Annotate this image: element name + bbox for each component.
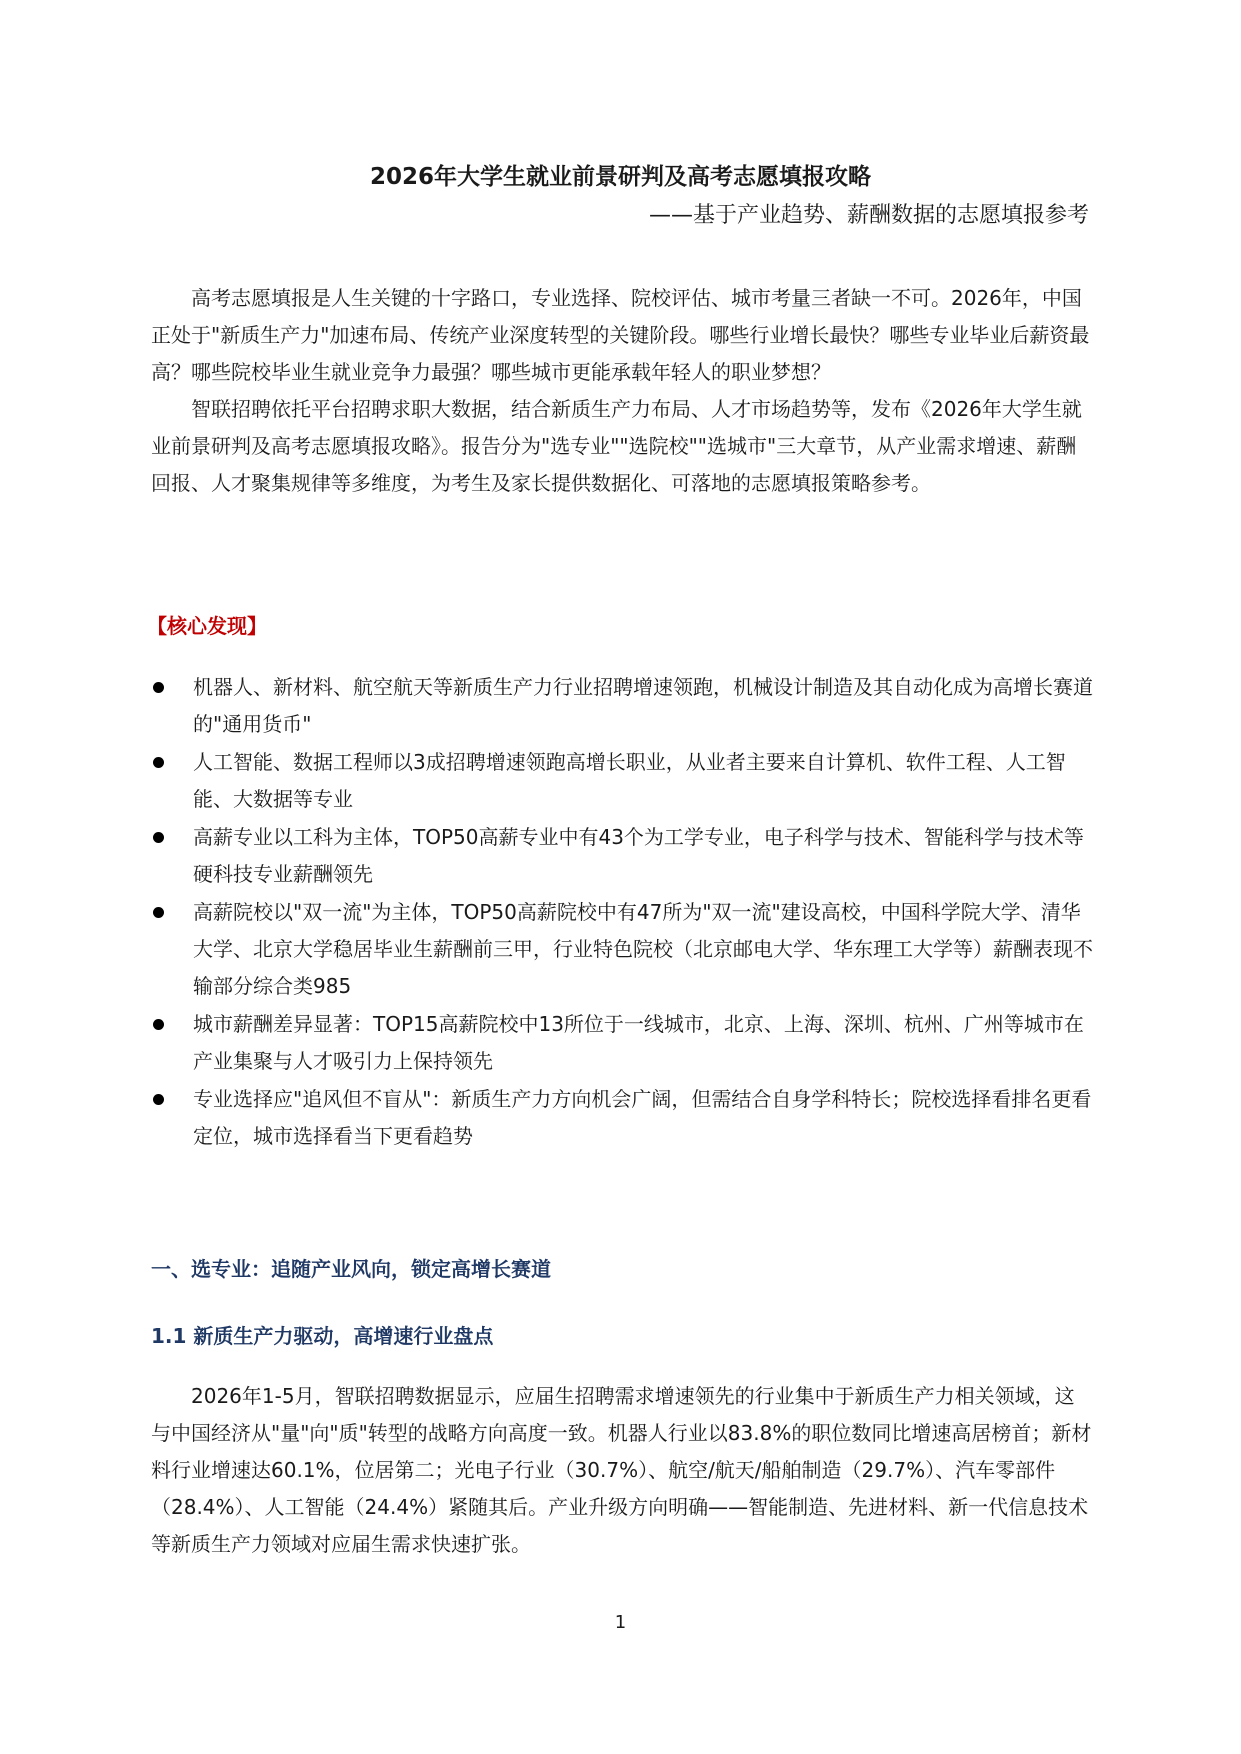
bullet-icon [153, 757, 164, 768]
finding-item [151, 819, 1093, 893]
core-findings-label: 【核心发现】 [147, 614, 267, 638]
bullet-icon [153, 1019, 164, 1030]
finding-text: 高薪院校以"双一流"为主体，TOP50高薪院校中有47所为"双一流"建设高校，中国科学院大学、清华大学、北京大学稳居毕业生薪酬前三甲，行业特色院校（北京邮电大学、华东理工大学等）薪酬表现不输部分综合类985 [193, 900, 1093, 998]
bullet-icon [153, 682, 164, 693]
finding-text: 专业选择应"追风但不盲从"：新质生产力方向机会广阔，但需结合自身学科特长；院校选择看排名更看定位，城市选择看当下更看趋势 [193, 1087, 1092, 1148]
intro-paragraph-2: 智联招聘依托平台招聘求职大数据，结合新质生产力布局、人才市场趋势等，发布《2026年大学生就业前景研判及高考志愿填报攻略》。报告分为"选专业""选院校""选城市"三大章节，从产业需求增速、薪酬回报、人才聚集规律等多维度，为考生及家长提供数据化、可落地的志愿填报策略参考。 [151, 397, 1082, 495]
finding-item [151, 1006, 1093, 1080]
finding-item [151, 669, 1093, 743]
finding-text: 城市薪酬差异显著：TOP15高薪院校中13所位于一线城市，北京、上海、深圳、杭州、广州等城市在产业集聚与人才吸引力上保持领先 [193, 1012, 1084, 1073]
section-1-heading: 一、选专业：追随产业风向，锁定高增长赛道 [151, 1257, 551, 1281]
finding-text: 机器人、新材料、航空航天等新质生产力行业招聘增速领跑，机械设计制造及其自动化成为高增长赛道的"通用货币" [193, 675, 1093, 736]
finding-item [151, 894, 1093, 1005]
finding-item [151, 744, 1093, 818]
finding-text: 高薪专业以工科为主体，TOP50高薪专业中有43个为工学专业，电子科学与技术、智能科学与技术等硬科技专业薪酬领先 [193, 825, 1084, 886]
bullet-icon [153, 907, 164, 918]
page-number: 1 [614, 1612, 627, 1633]
bullet-icon [153, 832, 164, 843]
core-findings-list [151, 669, 1093, 1156]
finding-item [151, 1081, 1093, 1155]
bullet-icon [153, 1094, 164, 1105]
section-1-1-paragraph: 2026年1-5月，智联招聘数据显示，应届生招聘需求增速领先的行业集中于新质生产力相关领域，这与中国经济从"量"向"质"转型的战略方向高度一致。机器人行业以83.8%的职位数同比增速高居榜首；新材料行业增速达60.1%，位居第二；光电子行业（30.7%）、航空/航天/船舶制造（29.7%）、汽车零部件（28.4%）、人工智能（24.4%）紧随其后。产业升级方向明确——智能制造、先进材料、新一代信息技术等新质生产力领域对应届生需求快速扩张。 [151, 1384, 1092, 1556]
finding-text: 人工智能、数据工程师以3成招聘增速领跑高增长职业，从业者主要来自计算机、软件工程、人工智能、大数据等专业 [193, 750, 1066, 811]
section-1-1-heading: 1.1 新质生产力驱动，高增速行业盘点 [151, 1324, 494, 1348]
intro-section [151, 280, 1093, 502]
intro-paragraph-1: 高考志愿填报是人生关键的十字路口，专业选择、院校评估、城市考量三者缺一不可。2026年，中国正处于"新质生产力"加速布局、传统产业深度转型的关键阶段。哪些行业增长最快？哪些专业毕业后薪资最高？哪些院校毕业生就业竞争力最强？哪些城市更能承载年轻人的职业梦想？ [151, 286, 1090, 384]
document-subtitle: ——基于产业趋势、薪酬数据的志愿填报参考 [648, 203, 1089, 228]
document-title: 2026年大学生就业前景研判及高考志愿填报攻略 [369, 164, 871, 190]
